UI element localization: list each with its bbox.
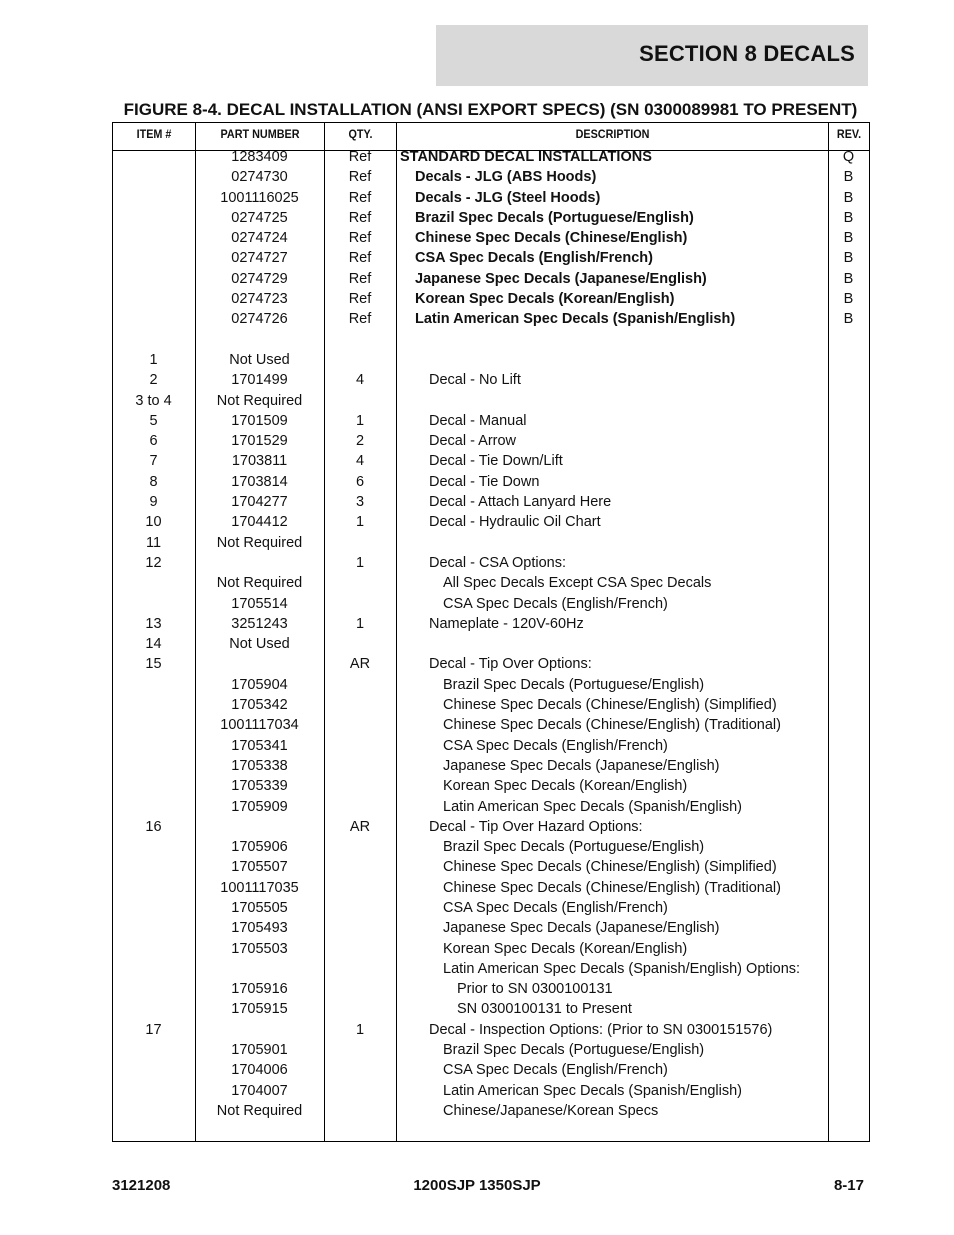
section-title: SECTION 8 DECALS	[639, 41, 855, 66]
section-banner	[436, 25, 868, 86]
qty-cell: Ref	[348, 291, 372, 308]
footer-manual-number: 3121208	[112, 1177, 171, 1194]
header-rev: REV.	[836, 127, 862, 141]
table-row	[0, 451, 954, 471]
description-cell: Korean Spec Decals (Korean/English)	[443, 778, 688, 795]
table-row	[0, 208, 954, 228]
part-number-cell: 1701529	[231, 433, 288, 450]
part-number-cell: 1704007	[231, 1082, 288, 1099]
item-cell: 10	[145, 514, 162, 531]
part-number-cell: 1705505	[231, 899, 288, 916]
part-number-cell: 1705514	[231, 595, 288, 612]
part-number-cell: Not Used	[229, 351, 290, 368]
item-cell: 12	[145, 554, 162, 571]
table-row	[0, 411, 954, 431]
table-row	[0, 736, 954, 756]
part-number-cell: 1705915	[231, 1001, 288, 1018]
rev-cell: B	[843, 291, 854, 308]
qty-cell: 2	[355, 433, 365, 450]
item-cell: 6	[149, 433, 158, 450]
description-cell: STANDARD DECAL INSTALLATIONS	[400, 149, 652, 165]
table-row	[0, 715, 954, 735]
description-cell: Chinese Spec Decals (Chinese/English) (Simplified)	[443, 697, 777, 714]
table-row	[0, 330, 954, 350]
rev-cell: B	[843, 189, 854, 206]
description-cell: Chinese Spec Decals (Chinese/English) (Simplified)	[443, 859, 777, 876]
description-cell: Chinese/Japanese/Korean Specs	[443, 1102, 659, 1119]
item-cell: 16	[145, 818, 162, 835]
table-row	[0, 675, 954, 695]
part-number-cell: 1705341	[231, 737, 288, 754]
description-cell: CSA Spec Decals (English/French)	[443, 899, 668, 916]
part-number-cell: 1283409	[231, 149, 288, 165]
qty-cell: 4	[355, 453, 365, 470]
header-item: ITEM #	[136, 127, 172, 141]
table-row	[0, 472, 954, 492]
description-cell: Decal - Tip Over Options:	[429, 656, 592, 673]
description-cell: Latin American Spec Decals (Spanish/English)	[443, 798, 743, 815]
part-number-cell: 1704006	[231, 1062, 288, 1079]
footer-model: 1200SJP 1350SJP	[413, 1177, 541, 1194]
part-number-cell: 1705507	[231, 859, 288, 876]
description-cell: Decal - Arrow	[429, 433, 517, 450]
figure-title: FIGURE 8-4. DECAL INSTALLATION (ANSI EXPORT SPECS) (SN 0300089981 TO PRESENT)	[123, 100, 858, 119]
item-cell: 2	[149, 372, 158, 389]
description-cell: Decal - Tie Down/Lift	[429, 453, 563, 470]
table-row	[0, 269, 954, 289]
item-cell: 7	[149, 453, 158, 470]
part-number-cell: 1704412	[231, 514, 288, 531]
table-body	[0, 147, 954, 1121]
part-number-cell: 1001117034	[220, 717, 299, 734]
table-row	[0, 797, 954, 817]
part-number-cell: 1001117035	[220, 879, 299, 896]
qty-cell: 1	[355, 412, 365, 429]
item-cell: 9	[149, 494, 158, 511]
header-description: DESCRIPTION	[575, 127, 650, 141]
rev-cell: B	[843, 270, 854, 287]
qty-cell: Ref	[348, 189, 372, 206]
part-number-cell: 1705901	[231, 1042, 288, 1059]
description-cell: Chinese Spec Decals (Chinese/English)	[415, 230, 688, 247]
table-row	[0, 533, 954, 553]
table-row	[0, 370, 954, 390]
description-cell: Decal - Inspection Options: (Prior to SN 0300151576)	[429, 1021, 773, 1038]
item-cell: 5	[149, 412, 158, 429]
rev-cell: B	[843, 169, 854, 186]
part-number-cell: 1703814	[231, 473, 288, 490]
qty-cell: 1	[355, 1021, 365, 1038]
item-cell: 1	[149, 351, 158, 368]
table-row	[0, 309, 954, 329]
qty-cell: Ref	[348, 209, 372, 226]
table-row	[0, 1020, 954, 1040]
part-number-cell: 1705339	[231, 778, 288, 795]
table-row	[0, 188, 954, 208]
table-row	[0, 147, 954, 167]
description-cell: Japanese Spec Decals (Japanese/English)	[443, 920, 720, 937]
description-cell: SN 0300100131 to Present	[457, 1001, 632, 1018]
qty-cell: 1	[355, 615, 365, 632]
description-cell: Chinese Spec Decals (Chinese/English) (Traditional)	[443, 879, 781, 896]
description-cell: Japanese Spec Decals (Japanese/English)	[415, 270, 707, 287]
description-cell: Decals - JLG (ABS Hoods)	[415, 169, 597, 186]
part-number-cell: 1001116025	[220, 189, 299, 206]
part-number-cell: 0274730	[231, 169, 288, 186]
part-number-cell: 0274729	[231, 270, 288, 287]
qty-cell: 1	[355, 554, 365, 571]
description-cell: Brazil Spec Decals (Portuguese/English)	[443, 676, 705, 693]
description-cell: Decal - Attach Lanyard Here	[429, 494, 612, 511]
part-number-cell: 1705916	[231, 981, 288, 998]
qty-cell: Ref	[348, 230, 372, 247]
part-number-cell: 0274724	[231, 230, 288, 247]
part-number-cell: 1704277	[231, 494, 288, 511]
footer-page-number: 8-17	[833, 1177, 864, 1194]
qty-cell: 6	[355, 473, 365, 490]
description-cell: Brazil Spec Decals (Portuguese/English)	[415, 209, 694, 226]
qty-cell: Ref	[348, 149, 372, 165]
item-cell: 8	[149, 473, 158, 490]
table-row	[0, 167, 954, 187]
qty-cell: Ref	[348, 169, 372, 186]
description-cell: Korean Spec Decals (Korean/English)	[415, 291, 675, 308]
table-row	[0, 959, 954, 979]
item-cell: 14	[145, 636, 162, 653]
table-row	[0, 756, 954, 776]
item-cell: 17	[145, 1021, 162, 1038]
description-cell: Chinese Spec Decals (Chinese/English) (Traditional)	[443, 717, 781, 734]
rev-cell: B	[843, 311, 854, 328]
qty-cell: 1	[355, 514, 365, 531]
part-number-cell: 1705503	[231, 940, 288, 957]
table-row	[0, 817, 954, 837]
description-cell: Latin American Spec Decals (Spanish/English)	[443, 1082, 743, 1099]
qty-cell: 4	[355, 372, 365, 389]
item-cell: 11	[145, 534, 162, 551]
description-cell: Decal - Hydraulic Oil Chart	[429, 514, 601, 531]
table-row	[0, 939, 954, 959]
table-row	[0, 1081, 954, 1101]
part-number-cell: 1705493	[231, 920, 288, 937]
table-row	[0, 431, 954, 451]
description-cell: Decal - Tie Down	[429, 473, 540, 490]
description-cell: Brazil Spec Decals (Portuguese/English)	[443, 1042, 705, 1059]
description-cell: Decal - CSA Options:	[429, 554, 566, 571]
table-row	[0, 695, 954, 715]
description-cell: CSA Spec Decals (English/French)	[443, 737, 668, 754]
part-number-cell: 1701509	[231, 412, 288, 429]
table-row	[0, 594, 954, 614]
table-row	[0, 634, 954, 654]
qty-cell: 3	[355, 494, 365, 511]
description-cell: Decal - No Lift	[429, 372, 521, 389]
table-row	[0, 553, 954, 573]
description-cell: CSA Spec Decals (English/French)	[443, 595, 668, 612]
item-cell: 3 to 4	[135, 392, 172, 409]
table-row	[0, 492, 954, 512]
qty-cell: AR	[349, 818, 371, 835]
table-row	[0, 573, 954, 593]
table-row	[0, 1101, 954, 1121]
table-row	[0, 1040, 954, 1060]
item-cell: 13	[145, 615, 162, 632]
part-number-cell: 1701499	[231, 372, 288, 389]
part-number-cell: 1705904	[231, 676, 288, 693]
table-row	[0, 776, 954, 796]
description-cell: CSA Spec Decals (English/French)	[443, 1062, 668, 1079]
table-row	[0, 898, 954, 918]
table-row	[0, 654, 954, 674]
description-cell: Decal - Manual	[429, 412, 527, 429]
rev-cell: Q	[842, 149, 855, 165]
part-number-cell: Not Used	[229, 636, 290, 653]
table-row	[0, 391, 954, 411]
part-number-cell: Not Required	[216, 534, 303, 551]
qty-cell: Ref	[348, 311, 372, 328]
rev-cell: B	[843, 250, 854, 267]
table-row	[0, 1060, 954, 1080]
rev-cell: B	[843, 209, 854, 226]
part-number-cell: 1705338	[231, 757, 288, 774]
table-row	[0, 999, 954, 1019]
table-row	[0, 248, 954, 268]
table-row	[0, 350, 954, 370]
header-part-number: PART NUMBER	[220, 127, 300, 141]
qty-cell: Ref	[348, 250, 372, 267]
part-number-cell: 1705342	[231, 697, 288, 714]
part-number-cell: Not Required	[216, 575, 303, 592]
table-row	[0, 512, 954, 532]
part-number-cell: 0274723	[231, 291, 288, 308]
table-row	[0, 979, 954, 999]
qty-cell: Ref	[348, 270, 372, 287]
table-row	[0, 289, 954, 309]
part-number-cell: 0274726	[231, 311, 288, 328]
item-cell: 15	[145, 656, 162, 673]
table-row	[0, 614, 954, 634]
header-qty: QTY.	[348, 127, 373, 141]
part-number-cell: Not Required	[216, 392, 303, 409]
table-row	[0, 878, 954, 898]
part-number-cell: 0274725	[231, 209, 288, 226]
part-number-cell: 1705909	[231, 798, 288, 815]
part-number-cell: 0274727	[231, 250, 288, 267]
description-cell: Decal - Tip Over Hazard Options:	[429, 818, 643, 835]
table-row	[0, 918, 954, 938]
part-number-cell: Not Required	[216, 1102, 303, 1119]
table-row	[0, 228, 954, 248]
description-cell: All Spec Decals Except CSA Spec Decals	[443, 575, 712, 592]
description-cell: Japanese Spec Decals (Japanese/English)	[443, 757, 720, 774]
description-cell: Nameplate - 120V-60Hz	[429, 615, 584, 632]
description-cell: Decals - JLG (Steel Hoods)	[415, 189, 601, 206]
description-cell: Latin American Spec Decals (Spanish/English) Options:	[443, 960, 801, 977]
description-cell: Korean Spec Decals (Korean/English)	[443, 940, 688, 957]
description-cell: Latin American Spec Decals (Spanish/English)	[415, 311, 736, 328]
table-row	[0, 857, 954, 877]
description-cell: Prior to SN 0300100131	[457, 981, 613, 998]
qty-cell: AR	[349, 656, 371, 673]
part-number-cell: 1703811	[231, 453, 288, 470]
part-number-cell: 1705906	[231, 839, 288, 856]
rev-cell: B	[843, 230, 854, 247]
part-number-cell: 3251243	[231, 615, 288, 632]
description-cell: CSA Spec Decals (English/French)	[415, 250, 653, 267]
description-cell: Brazil Spec Decals (Portuguese/English)	[443, 839, 705, 856]
table-row	[0, 837, 954, 857]
